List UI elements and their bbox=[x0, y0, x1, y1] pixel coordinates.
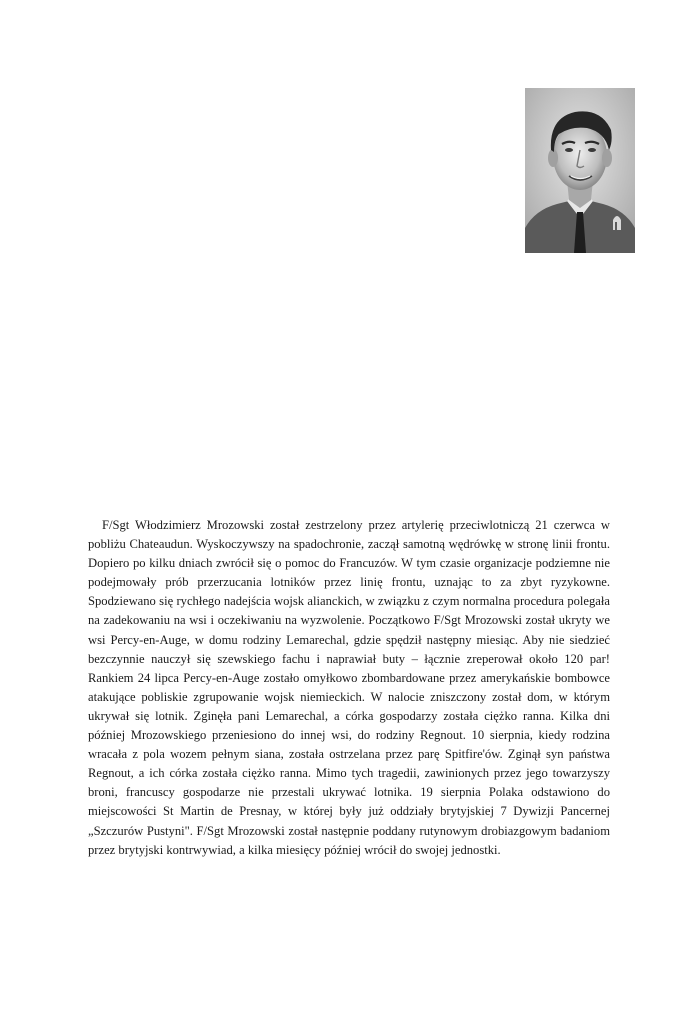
article-paragraph: F/Sgt Włodzimierz Mrozowski został zestrzelony przez artylerię przeciwlotniczą 21 czerwca w pobliżu Chateaudun. Wyskoczywszy na spadochronie, zaczął samotną wędrówkę w stronę linii frontu. Dopiero po kilku dniach zwrócił się o pomoc do Francuzów. W tym czasie organizacje podziemne nie podejmowały prób przerzucania lotników przez linię frontu, uznając to za zbyt ryzykowne. Spodziewano się rychłego nadejścia wojsk alianckich, w związku z czym normalna procedura polegała na zadekowaniu na wsi i oczekiwaniu na wyzwolenie. Początkowo F/Sgt Mrozowski został ukryty we wsi Percy-en-Auge, w domu rodziny Lemarechal, gdzie spędził następny miesiąc. Aby nie siedzieć bezczynnie nauczył się szewskiego fachu i naprawiał buty – łącznie zreperował około 120 par! Rankiem 24 lipca Percy-en-Auge zostało omyłkowo zbombardowane przez amerykańskie bombowce atakujące pobliskie zgrupowanie wojsk niemieckich. W nalocie zniszczony został dom, w którym ukrywał się lotnik. Zginęła pani Lemarechal, a córka gospodarzy została ciężko ranna. Kilka dni później Mrozowskiego przeniesiono do innej wsi, do rodziny Regnout. 10 sierpnia, kiedy rodzina wracała z pola wozem pełnym siana, została ostrzelana przez parę Spitfire'ów. Zginął syn państwa Regnout, a ich córka została ciężko ranna. Mimo tych tragedii, zawinionych przez jego towarzyszy broni, francuscy gospodarze nie przestali ukrywać lotnika. 19 sierpnia Polaka odstawiono do miejscowości St Martin de Presnay, w której były już oddziały brytyjskiej 7 Dywizji Pancernej „Szczurów Pustyni". F/Sgt Mrozowski został następnie poddany rutynowym drobiazgowym badaniom przez brytyjski kontrwywiad, a kilka miesięcy później wrócił do swojej jednostki. bbox=[88, 518, 610, 857]
portrait-photo bbox=[525, 88, 635, 253]
portrait-photo-icon bbox=[525, 88, 635, 253]
